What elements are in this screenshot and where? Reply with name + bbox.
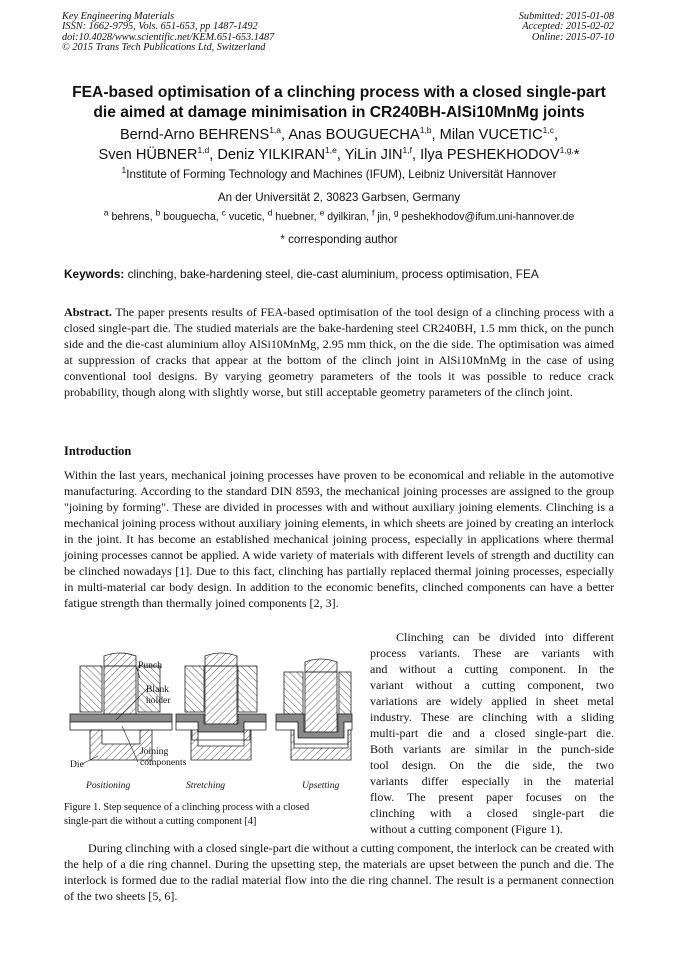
author-name: Sven HÜBNER xyxy=(98,147,198,163)
para2-line: without a cutting component (Figure 1). xyxy=(370,822,563,836)
keywords-label: Keywords: xyxy=(64,267,125,281)
keywords xyxy=(64,267,539,281)
label-holder: holder xyxy=(146,695,171,706)
para2-line: tool design. On the die side, the two xyxy=(370,758,614,772)
label-components: components xyxy=(140,757,187,768)
email-text: dyilkiran, xyxy=(327,211,372,223)
submission-dates xyxy=(519,12,614,43)
label-punch: Punch xyxy=(138,660,162,671)
author-sup: 1,b xyxy=(419,125,432,136)
step-stretching: Stretching xyxy=(186,780,226,791)
email-text: vucetic, xyxy=(228,211,268,223)
journal-name: Key Engineering Materials xyxy=(62,11,175,22)
author-name: Anas BOUGUECHA xyxy=(288,127,420,143)
intro-paragraph-1 xyxy=(64,467,614,611)
title-line-2: die aimed at damage minimisation in CR240BH-AlSi10MnMg joints xyxy=(93,104,585,121)
online-date: Online: 2015-07-10 xyxy=(531,31,614,43)
author-line-2 xyxy=(40,145,638,165)
journal-issn: ISSN: 1662-9795, Vols. 651-653, pp 1487-1492 xyxy=(62,21,258,33)
upsetting-step-drawing xyxy=(276,659,352,760)
abstract xyxy=(64,304,614,400)
email-text: behrens, xyxy=(111,211,156,223)
journal-doi: doi:10.4028/www.scientific.net/KEM.651-653.1487 xyxy=(62,31,275,43)
email-sup: e xyxy=(319,207,325,218)
step-upsetting: Upsetting xyxy=(302,780,340,791)
author-name: Ilya PESHEKHODOV xyxy=(420,147,560,163)
email-text: peshekhodov@ifum.uni-hannover.de xyxy=(401,211,575,223)
journal-info xyxy=(62,12,274,54)
author-sep: , xyxy=(431,127,440,143)
stretching-step-drawing xyxy=(176,653,266,760)
label-blank: Blank xyxy=(146,684,169,695)
keywords-text: clinching, bake-hardening steel, die-cast aluminium, process optimisation, FEA xyxy=(124,267,539,281)
para2-line: variants differ especially in the material xyxy=(370,774,614,788)
para2-line: Clinching can be divided into different xyxy=(396,630,614,644)
abstract-text: The paper presents results of FEA-based optimisation of the tool design of a clinching process with a closed single-part die. The studied materials are the bake-hardening steel CR240BH, 1.5 mm thick, on the punch side and the die-cast aluminium alloy AlSi10MnMg, 2.95 mm thick, on the die side. The optimisation was aimed at suppression of cracks that appear at the bottom of the clinch joint in AlSi10MnMg in the case of using conventional tool designs. By varying geometry parameters of the tools it was possible to reduce crack probability, though along with slightly worse, but still acceptable geometry parameters of the clinch joint. xyxy=(64,305,614,399)
author-name: Bernd-Arno BEHRENS xyxy=(119,127,270,143)
author-name: Deniz YILKIRAN xyxy=(217,147,325,163)
para2-line: Both variants are similar in the punch-side xyxy=(370,742,614,756)
accepted-date: Accepted: 2015-02-02 xyxy=(522,21,614,33)
email-sup: a xyxy=(103,207,109,218)
affiliation-institute xyxy=(40,165,638,181)
corresponding-author-note: * corresponding author xyxy=(280,233,398,246)
author-sep: , xyxy=(281,127,289,143)
label-joining: Joining xyxy=(140,746,169,757)
affiliation-address: An der Universität 2, 30823 Garbsen, Germany xyxy=(217,191,461,204)
email-text: jin, xyxy=(377,211,394,223)
author-sep: , xyxy=(336,147,345,163)
email-sup: c xyxy=(221,207,226,218)
step-positioning: Positioning xyxy=(86,780,131,791)
author-sep: , xyxy=(412,147,421,163)
label-die: Die xyxy=(70,759,84,770)
caption-line-2: single-part die without a cutting component [4] xyxy=(64,816,257,827)
abstract-label: Abstract. xyxy=(64,305,112,319)
author-sep: , xyxy=(209,147,218,163)
email-sup: g xyxy=(393,207,399,218)
affiliation-sup: 1 xyxy=(121,165,127,176)
author-name: Milan VUCETIC xyxy=(439,127,543,143)
author-sup: 1,d xyxy=(197,145,210,156)
author-sup: 1,e xyxy=(325,145,337,156)
email-sup: d xyxy=(267,207,273,218)
institute-name: Institute of Forming Technology and Machines (IFUM), Leibniz Universität Hannover xyxy=(126,168,557,181)
intro-para3-text: During clinching with a closed single-part die without a cutting component, the interlock can be created with the help of a die ring channel. During the upsetting step, the materials are upset between the punch and die. The interlock is formed due to the radial material flow into the die ring channel. The result is a permanent connection of the two sheets [5, 6]. xyxy=(64,841,614,903)
para2-line: variations are widely applied in sheet metal xyxy=(370,694,614,708)
para2-line: process variants. These are variants with xyxy=(370,646,614,660)
email-text: huebner, xyxy=(275,211,320,223)
author-sup: 1,g, xyxy=(559,145,574,156)
author-list xyxy=(40,125,638,165)
email-text: bouguecha, xyxy=(163,211,222,223)
figure-1-caption xyxy=(64,801,354,829)
author-sup: 1,a xyxy=(269,125,282,136)
author-name: YiLin JIN xyxy=(344,147,403,163)
author-sup: 1,f xyxy=(402,145,412,156)
author-sup: 1,c xyxy=(542,125,554,136)
caption-line-1: Figure 1. Step sequence of a clinching process with a closed xyxy=(64,802,310,813)
para2-line: variant without a cutting component, two xyxy=(370,678,614,692)
intro-paragraph-2 xyxy=(370,629,614,837)
intro-para1-text: Within the last years, mechanical joining processes have proven to be economical and reliable in the automotive manufacturing. According to the standard DIN 8593, the mechanical joining processes are assigned to the group "joining by forming". These are divided in processes with and without auxiliary joining elements. Clinching is a mechanical joining process without auxiliary joining elements, in which sheets are joined by creating an interlock in the joint. It has become an established mechanical joining process, especially in applications where thermal joining processes cannot be applied. A wide variety of materials with different levels of strength and ductility can be clinched nowadays [1]. Due to this fact, clinching has partially replaced thermal joining processes, especially in multi-material car body design. In addition to the economic benefits, clinched components can have a better fatigue strength than thermally joined components [2, 3]. xyxy=(64,468,614,610)
email-sup: b xyxy=(155,207,161,218)
author-sep: * xyxy=(573,147,580,163)
paper-title xyxy=(50,83,628,123)
para2-line: clinching with a closed single-part die xyxy=(370,806,614,820)
email-sup: f xyxy=(372,207,375,218)
para2-line: industry. These are clinching with a sliding xyxy=(370,710,614,724)
intro-paragraph-3 xyxy=(64,840,614,904)
author-emails xyxy=(40,207,638,223)
para2-line: flow. The present paper focuses on the xyxy=(370,790,614,804)
journal-copyright: © 2015 Trans Tech Publications Ltd, Switzerland xyxy=(62,42,266,54)
submitted-date: Submitted: 2015-01-08 xyxy=(518,11,614,22)
author-sep: , xyxy=(553,127,559,143)
para2-line: and without a cutting component. In the xyxy=(370,662,614,676)
section-heading-introduction: Introduction xyxy=(64,444,132,458)
para2-line: multi-part die and a closed single-part die. xyxy=(370,726,614,740)
author-line-1 xyxy=(40,125,638,145)
title-line-1: FEA-based optimisation of a clinching process with a closed single-part xyxy=(72,84,606,101)
